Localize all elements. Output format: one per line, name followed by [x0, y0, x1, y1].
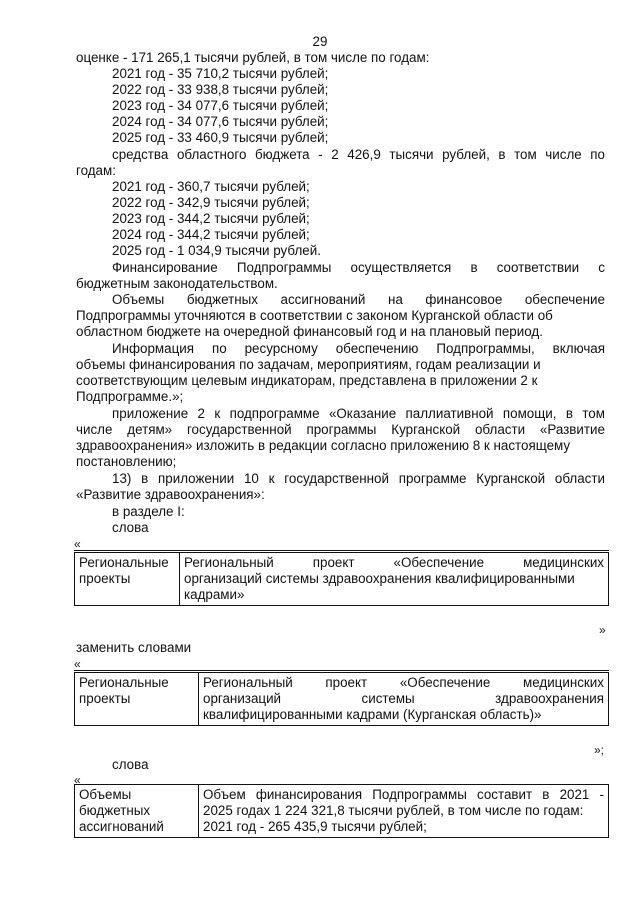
text-line: объемы финансирования по задачам, мероприятиям, годам реализации и	[76, 357, 541, 372]
word: 426,9	[347, 147, 381, 162]
word: по	[211, 341, 227, 356]
word: -	[318, 147, 323, 162]
justified-line	[112, 260, 605, 276]
year-line: 2023 год - 344,2 тысячи рублей;	[112, 211, 310, 226]
word: области	[554, 471, 605, 486]
word: числе	[76, 422, 113, 437]
word: -	[599, 787, 604, 802]
justified-line	[203, 675, 604, 691]
word: ресурсному	[244, 341, 318, 356]
close-quote-semicolon: »;	[594, 743, 605, 757]
word: 2021	[559, 787, 590, 802]
justified-line	[203, 787, 604, 803]
year-line: 2023 год - 34 077,6 тысячи рублей;	[112, 98, 329, 113]
table-row	[75, 552, 609, 606]
text-line: Подпрограммы уточняются в соответствии с законом Курганской области об	[76, 308, 553, 323]
word: тысячи	[389, 147, 434, 162]
cell-text: ассигнований	[79, 819, 164, 834]
cell-text: 2025 годах 1 224 321,8 тысячи рублей, в том числе по годам:	[203, 803, 584, 818]
word: бюджетных	[186, 292, 258, 307]
justified-line	[112, 406, 605, 422]
cell-text: Региональные	[79, 675, 169, 690]
word: паллиативной	[405, 406, 494, 421]
justified-line	[76, 422, 605, 438]
word: на	[387, 292, 403, 307]
word: Подпрограммы	[236, 260, 332, 275]
word: Региональный	[203, 675, 293, 690]
text-line: в разделе I:	[112, 504, 185, 519]
year-line: 2021 год - 35 710,2 тысячи рублей;	[112, 66, 329, 81]
word: соответствии	[496, 260, 580, 275]
word: системы	[361, 691, 415, 706]
word: «Обеспечение	[393, 555, 485, 570]
word: детям»	[127, 422, 173, 437]
text-line: областном бюджете на очередной финансовый год и на плановый период.	[76, 324, 543, 339]
text-line: Подпрограмме.»;	[76, 389, 184, 404]
word: 10	[243, 471, 259, 486]
word: 2	[197, 406, 205, 421]
word: Региональный	[184, 555, 274, 570]
word: медицинских	[523, 675, 604, 690]
word: осуществляется	[350, 260, 452, 275]
table-cell-value	[199, 785, 609, 838]
text-line: годам:	[76, 163, 116, 178]
word: 13)	[112, 471, 132, 486]
word: финансирования	[255, 787, 363, 802]
word: средства	[112, 147, 169, 162]
word: «Оказание	[328, 406, 397, 421]
word: помощи,	[502, 406, 557, 421]
word: бюджета	[255, 147, 310, 162]
cell-text: Региональные	[79, 555, 169, 570]
table-cell-label	[75, 552, 180, 606]
word: проект	[325, 675, 368, 690]
text-line: «Развитие здравоохранения»:	[76, 487, 265, 502]
year-line: 2022 год - 33 938,8 тысячи рублей;	[112, 82, 329, 97]
cell-text: квалифицированными кадрами (Курганская область)»	[203, 707, 542, 722]
word: государственной	[284, 471, 389, 486]
justified-line	[112, 292, 605, 308]
word: «Обеспечение	[399, 675, 491, 690]
year-line: 2024 год - 34 077,6 тысячи рублей;	[112, 114, 329, 129]
word: Объемы	[112, 292, 165, 307]
text-line: заменить словами	[76, 640, 192, 655]
word: Финансирование	[112, 260, 218, 275]
justified-line	[112, 341, 605, 357]
table-cell-label	[75, 785, 199, 838]
justified-line	[184, 555, 604, 571]
word: Подпрограммы	[372, 787, 467, 802]
year-line: 2021 год - 360,7 тысячи рублей;	[112, 179, 310, 194]
word: государственной	[186, 422, 292, 437]
word: в	[498, 147, 506, 162]
word: областного	[176, 147, 247, 162]
table-budget-allocations	[74, 784, 609, 838]
word: 2	[331, 147, 339, 162]
word: в	[542, 787, 550, 802]
table-cell-value	[199, 672, 609, 726]
word: ассигнований	[280, 292, 366, 307]
text-line: слова	[112, 757, 149, 772]
cell-text: бюджетных	[79, 803, 151, 818]
word: в	[470, 260, 478, 275]
word: финансовое	[425, 292, 503, 307]
text-line: соответствующим целевым индикаторам, представлена в приложении 2 к	[76, 373, 538, 388]
table-row	[75, 672, 609, 726]
word: в	[141, 471, 149, 486]
word: том	[514, 147, 537, 162]
justified-line	[112, 471, 605, 487]
page-number: 29	[312, 34, 328, 49]
text-line: постановлению;	[76, 454, 177, 469]
word: Объем	[203, 787, 246, 802]
word: организаций	[203, 691, 282, 706]
word: программы	[306, 422, 377, 437]
table-cell-value	[180, 552, 609, 606]
word: том	[582, 406, 605, 421]
word: включая	[552, 341, 605, 356]
word: к	[268, 471, 275, 486]
year-line: 2024 год - 344,2 тысячи рублей;	[112, 227, 310, 242]
word: медицинских	[523, 555, 604, 570]
open-quote: «	[74, 773, 81, 787]
table-row	[75, 785, 609, 838]
cell-text: кадрами»	[184, 587, 245, 602]
text-line: здравоохранения» изложить в редакции согласно приложению 8 к настоящему	[76, 438, 571, 453]
word: составит	[477, 787, 533, 802]
word: области	[474, 422, 526, 437]
word: приложение	[112, 406, 189, 421]
word: здравоохранения	[495, 691, 604, 706]
table-replacement-projects	[74, 670, 609, 726]
word: «Развитие	[539, 422, 605, 437]
word: числе	[545, 147, 582, 162]
table-original-projects	[74, 550, 609, 606]
word: Курганской	[476, 471, 546, 486]
word: Подпрограммы,	[436, 341, 535, 356]
year-line: 2025 год - 33 460,9 тысячи рублей;	[112, 130, 329, 145]
close-quote: »	[599, 623, 606, 637]
word: рублей,	[442, 147, 490, 162]
year-line: 2022 год - 342,9 тысячи рублей;	[112, 195, 310, 210]
word: проект	[312, 555, 355, 570]
word: Информация	[112, 341, 194, 356]
word: Курганской	[391, 422, 461, 437]
cell-text: проекты	[79, 691, 131, 706]
cell-text: 2021 год - 265 435,9 тысячи рублей;	[203, 819, 427, 834]
year-line: 2025 год - 1 034,9 тысячи рублей.	[112, 243, 321, 258]
word: подпрограмме	[229, 406, 320, 421]
word: к	[214, 406, 221, 421]
justified-line	[203, 691, 604, 707]
open-quote: «	[74, 537, 81, 551]
text-line: оценке - 171 265,1 тысячи рублей, в том числе по годам:	[76, 50, 430, 65]
cell-text: организаций системы здравоохранения квалифицированными	[184, 571, 575, 586]
open-quote: «	[74, 657, 81, 671]
word: приложении	[158, 471, 235, 486]
word: программе	[398, 471, 467, 486]
table-cell-label	[75, 672, 199, 726]
word: обеспечению	[335, 341, 419, 356]
cell-text: проекты	[79, 571, 131, 586]
word: обеспечение	[524, 292, 605, 307]
word: с	[598, 260, 605, 275]
cell-text: Объемы	[79, 787, 132, 802]
word: по	[590, 147, 605, 162]
text-line: слова	[112, 520, 149, 535]
text-line: бюджетным законодательством.	[76, 276, 278, 291]
justified-line	[112, 147, 605, 163]
word: в	[565, 406, 573, 421]
